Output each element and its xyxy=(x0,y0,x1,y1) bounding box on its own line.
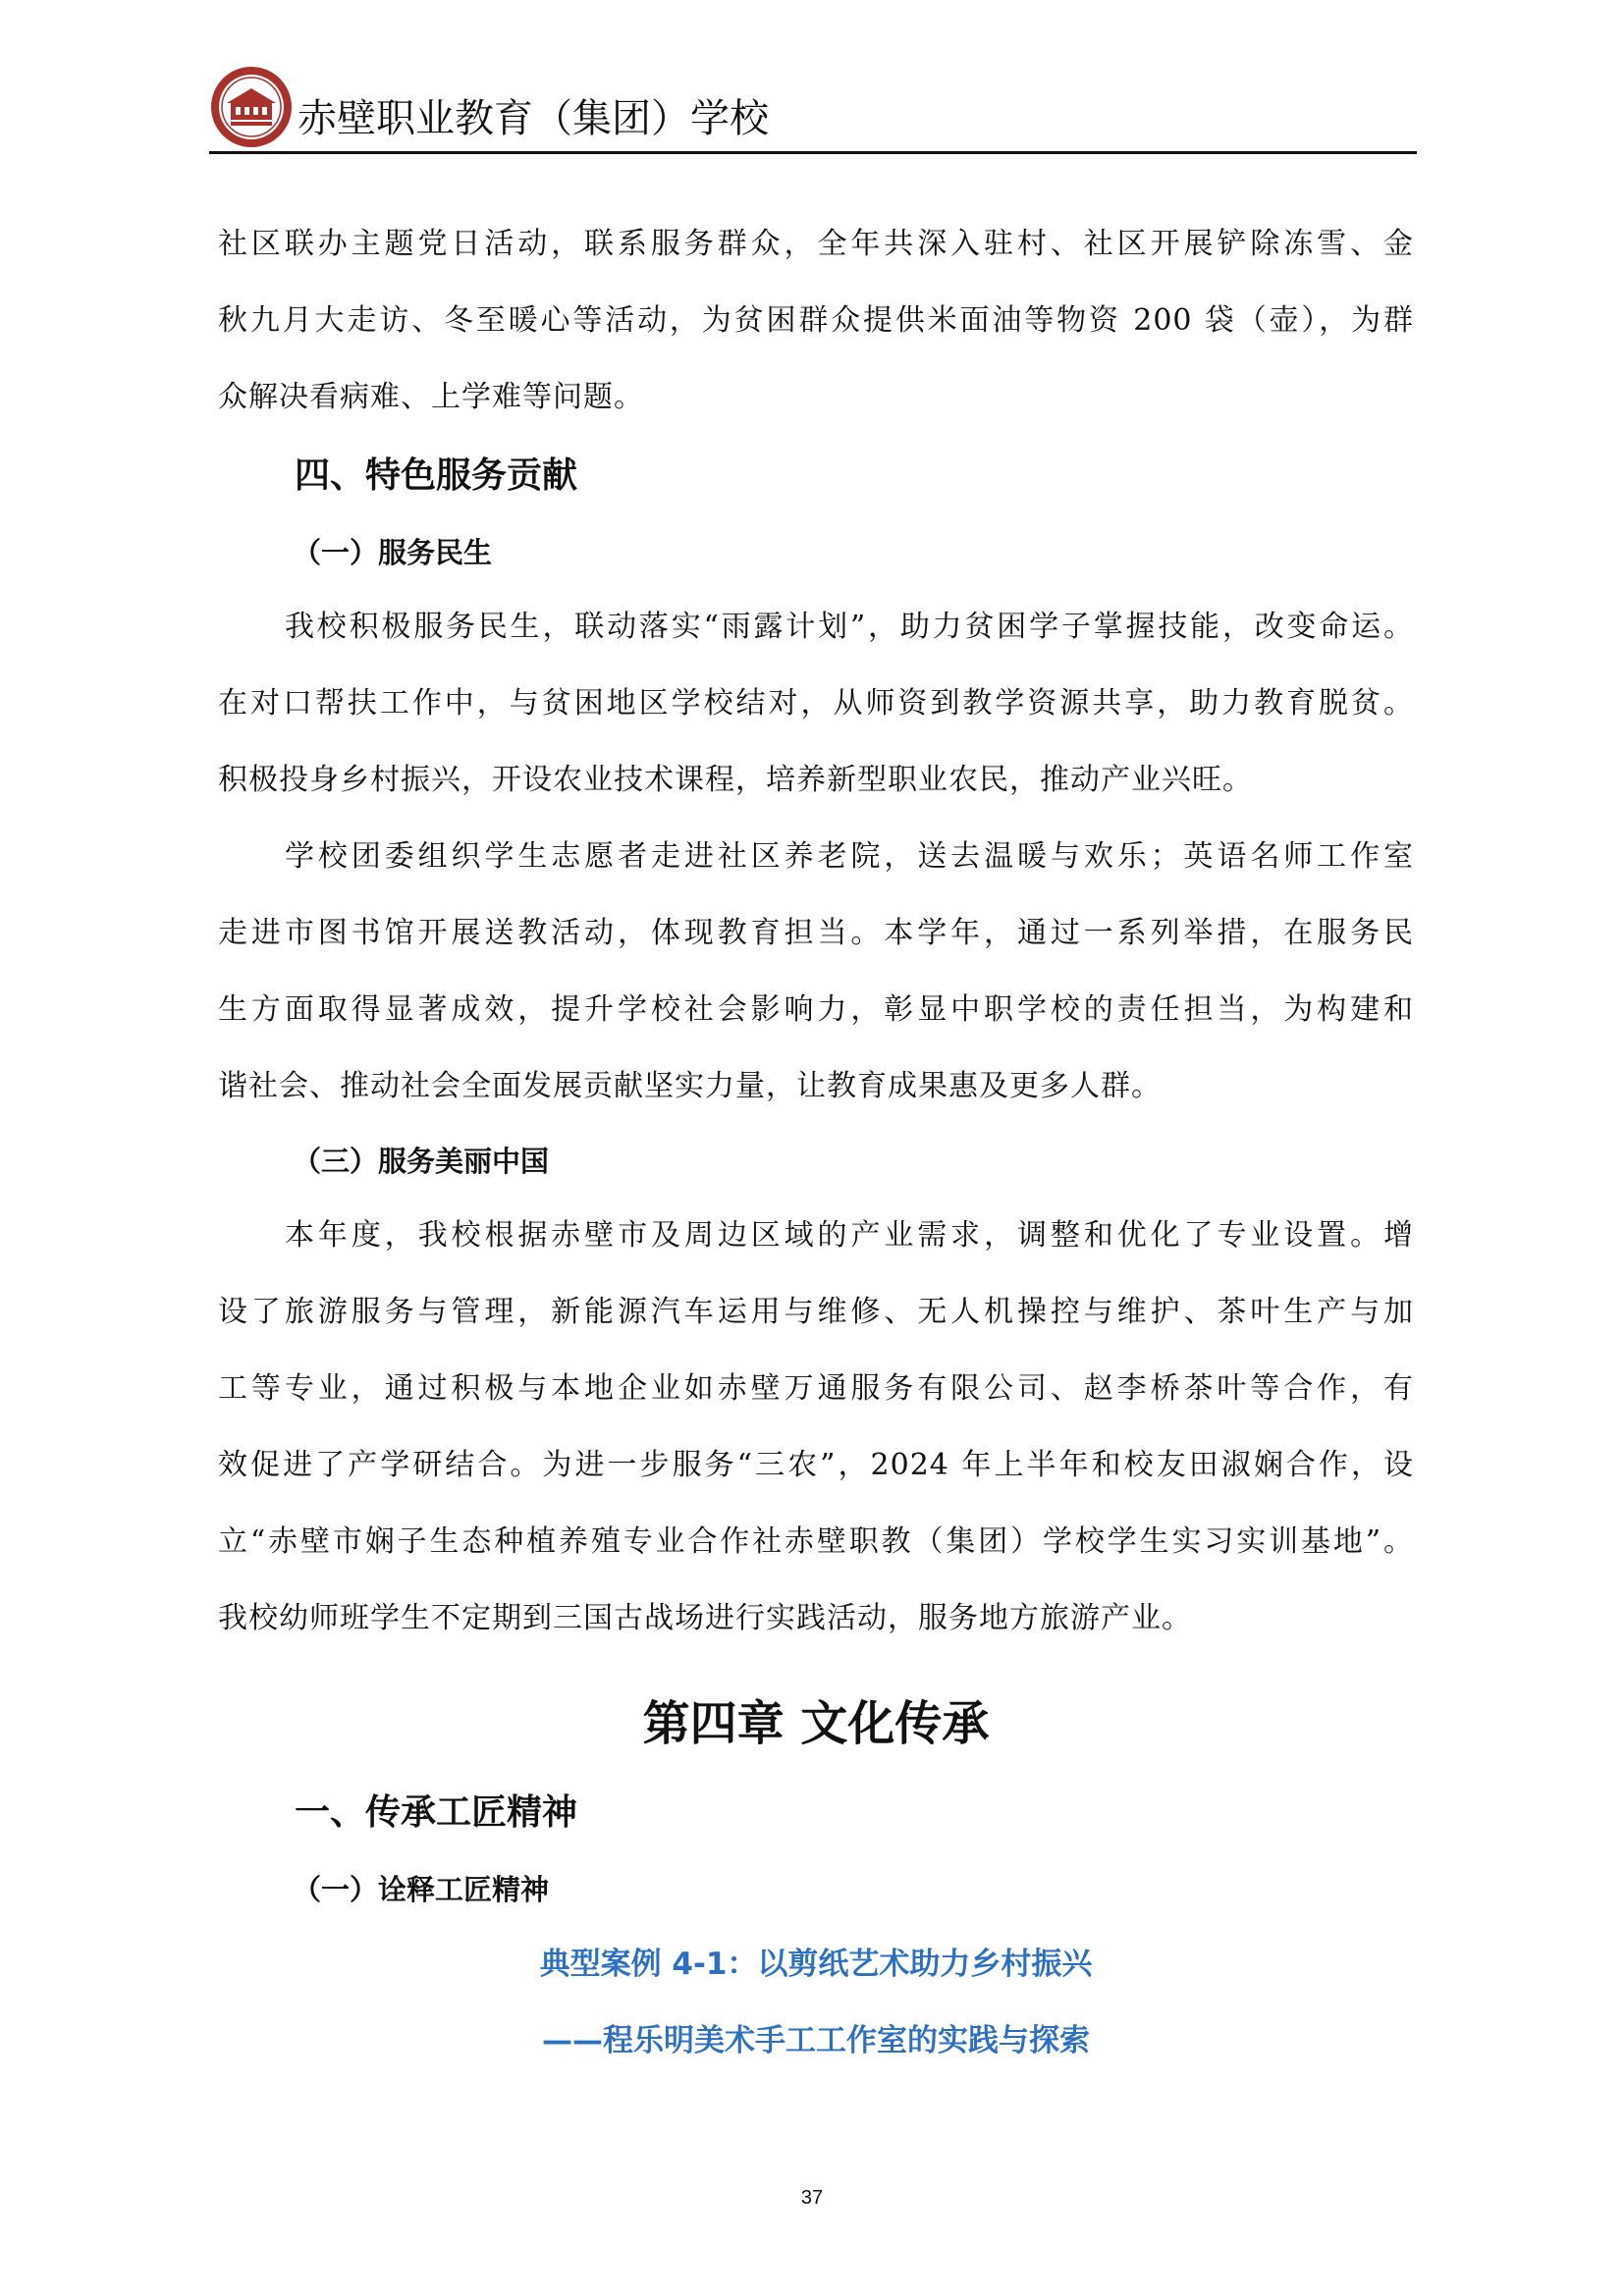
paragraph-community-service xyxy=(218,206,1414,436)
case-title: 典型案例 4-1：以剪纸艺术助力乡村振兴 xyxy=(539,1947,1093,1982)
paragraph-line: 立“赤壁市娴子生态种植养殖专业合作社赤壁职教（集团）学校学生实习实训基地”。 xyxy=(218,1524,1414,1559)
paragraph-line: 学校团委组织学生志愿者走进社区养老院，送去温暖与欢乐；英语名师工作室 xyxy=(285,839,1414,874)
school-logo-icon xyxy=(209,65,294,149)
section-heading-craftsmanship: 一、传承工匠精神 xyxy=(295,1792,578,1833)
paragraph-line: 本年度，我校根据赤壁市及周边区域的产业需求，调整和优化了专业设置。增 xyxy=(285,1218,1414,1253)
subsection-heading-livelihood: （一）服务民生 xyxy=(293,536,493,569)
paragraph-line: 社区联办主题党日活动，联系服务群众，全年共深入驻村、社区开展铲除冻雪、金 xyxy=(218,227,1414,261)
paragraph-beautiful-china xyxy=(218,1198,1414,1657)
paragraph-livelihood xyxy=(218,589,1414,819)
chapter-title: 第四章 文化传承 xyxy=(642,1696,990,1751)
paragraph-line: 在对口帮扶工作中，与贫困地区学校结对，从师资到教学资源共享，助力教育脱贫。 xyxy=(218,686,1414,721)
page-content xyxy=(218,206,1414,2079)
paragraph-line: 设了旅游服务与管理，新能源汽车运用与维修、无人机操控与维护、茶叶生产与加 xyxy=(218,1295,1414,1329)
paragraph-line: 众解决看病难、上学难等问题。 xyxy=(218,380,644,414)
paragraph-line: 效促进了产学研结合。为进一步服务“三农”，2024 年上半年和校友田淑娴合作，设 xyxy=(218,1448,1414,1482)
paragraph-line: 积极投身乡村振兴，开设农业技术课程，培养新型职业农民，推动产业兴旺。 xyxy=(218,763,1253,797)
section-heading-special-services: 四、特色服务贡献 xyxy=(295,455,578,496)
header-rule xyxy=(209,151,1417,154)
paragraph-volunteers xyxy=(218,819,1414,1125)
subsection-heading-beautiful-china: （三）服务美丽中国 xyxy=(293,1145,550,1178)
school-name: 赤壁职业教育（集团）学校 xyxy=(298,96,769,141)
paragraph-line: 我校幼师班学生不定期到三国古战场进行实践活动，服务地方旅游产业。 xyxy=(218,1601,1192,1635)
paragraph-line: 工等专业，通过积极与本地企业如赤壁万通服务有限公司、赵李桥茶叶等合作，有 xyxy=(218,1371,1414,1406)
paragraph-line: 走进市图书馆开展送教活动，体现教育担当。本学年，通过一系列举措，在服务民 xyxy=(218,916,1414,950)
subsection-heading-interpret-craftsmanship: （一）诠释工匠精神 xyxy=(293,1873,550,1906)
page-number: 37 xyxy=(800,2187,824,2209)
paragraph-line: 生方面取得显著成效，提升学校社会影响力，彰显中职学校的责任担当，为构建和 xyxy=(218,992,1414,1027)
paragraph-line: 谐社会、推动社会全面发展贡献坚实力量，让教育成果惠及更多人群。 xyxy=(218,1069,1162,1103)
case-subtitle: ——程乐明美术手工工作室的实践与探索 xyxy=(542,2023,1090,2058)
paragraph-line: 我校积极服务民生，联动落实“雨露计划”，助力贫困学子掌握技能，改变命运。 xyxy=(285,610,1414,644)
paragraph-line: 秋九月大走访、冬至暖心等活动，为贫困群众提供米面油等物资 200 袋（壶），为群 xyxy=(218,303,1414,338)
page-header xyxy=(209,65,1417,155)
